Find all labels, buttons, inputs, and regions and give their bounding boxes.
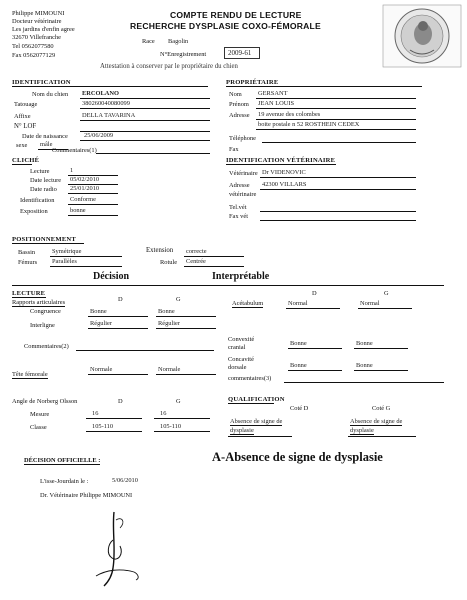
- acetabulum-d-value: Normal: [288, 300, 308, 307]
- owner-firstname-value: JEAN LOUIS: [258, 100, 295, 107]
- owner-name-label: Nom: [229, 91, 242, 98]
- side-d-header: Coté D: [290, 405, 309, 412]
- reading-date-value: 05/02/2010: [70, 176, 100, 183]
- birthdate-label: Date de naissance: [22, 133, 68, 140]
- femurs-value: Parallèles: [52, 258, 77, 265]
- class-g-underline: [154, 431, 210, 432]
- congruence-label: Congruence: [30, 308, 61, 315]
- identification-check-label: Identification: [20, 197, 55, 204]
- owner-firstname-underline: [256, 108, 416, 109]
- decision-divider: [12, 285, 444, 286]
- issued-date: 5/06/2010: [112, 477, 138, 484]
- femoral-head-d-underline: [88, 374, 148, 375]
- dog-name-underline: [80, 98, 210, 99]
- xray-date-underline: [68, 193, 118, 194]
- norberg-title: Angle de Norberg Olsson: [12, 398, 78, 405]
- tattoo-label: Tatouage: [14, 101, 38, 108]
- official-decision-value: A-Absence de signe de dysplasie: [212, 450, 383, 464]
- qualification-d-line2: dysplasie: [230, 427, 254, 434]
- owner-address-label: Adresse: [229, 112, 250, 119]
- owner-firstname-label: Prénom: [229, 101, 249, 108]
- xray-date-value: 25/01/2010: [70, 185, 100, 192]
- concavity-g-underline: [354, 370, 408, 371]
- joint-relations-label: Rapports articulaires: [12, 299, 66, 306]
- official-decision-label: DÉCISION OFFICIELLE :: [24, 457, 101, 464]
- vet-address-value: 42300 VILLARS: [262, 181, 307, 188]
- signer-name: Dr. Vétérinaire Philippe MIMOUNI: [40, 492, 133, 499]
- exposure-underline: [68, 215, 118, 216]
- clinic-address1: Les jardins d'enfin agree: [12, 26, 75, 33]
- owner-phone-underline: [262, 142, 416, 143]
- joint-space-label: Interligne: [30, 322, 55, 329]
- seal-stamp-icon: [382, 4, 462, 68]
- vet-name-label: Vétérinaire: [229, 170, 258, 177]
- issued-at-label: L'isse-Jourdain le :: [40, 478, 89, 485]
- lecture-title: LECTURE: [12, 290, 46, 297]
- affixe-label: Affixe: [14, 113, 31, 120]
- comments3-label: commentaires(3): [228, 375, 272, 382]
- qualification-g-underline: [348, 436, 416, 437]
- reg-value: 2009-61: [228, 49, 252, 57]
- vet-fax-label: Fax vét: [229, 213, 248, 220]
- lof-label: N° LOF: [14, 123, 37, 130]
- femoral-head-label: Tête fémorale: [12, 371, 48, 378]
- acetabulum-label: Acétabulum: [232, 300, 264, 307]
- reg-label: N°Enregistrement: [160, 51, 207, 58]
- owner-name-value: GERSANT: [258, 90, 288, 97]
- pelvis-underline: [50, 256, 122, 257]
- concavity-g-value: Bonne: [356, 362, 373, 369]
- sex-label: sexe: [16, 142, 28, 149]
- vet-address-underline: [260, 189, 416, 190]
- acetabulum-d-underline: [286, 308, 340, 309]
- clinic-role: Docteur vétérinaire: [12, 18, 62, 25]
- owner-name-underline: [256, 98, 416, 99]
- reading-value: 1: [70, 167, 74, 174]
- owner-address1: 19 avenue des colombes: [258, 111, 321, 118]
- positioning-title: POSITIONNEMENT: [12, 236, 84, 244]
- vet-name-underline: [260, 177, 416, 178]
- vet-name-value: Dr VIDENOVIC: [262, 169, 306, 176]
- exposure-value: bonne: [70, 207, 86, 214]
- dog-name-label: Nom du chien: [32, 91, 69, 98]
- class-g-value: 105-110: [160, 423, 182, 430]
- kneecap-label: Rotule: [160, 259, 178, 266]
- qualification-d-underline: [228, 436, 292, 437]
- title-line2: RECHERCHE DYSPLASIE COXO-FÉMORALE: [130, 21, 321, 31]
- joint-space-d-value: Régulier: [90, 320, 113, 327]
- owner-address2-underline: [256, 129, 416, 130]
- measure-g-underline: [154, 418, 210, 419]
- birthdate-value: 25/06/2009: [84, 132, 114, 139]
- signature-icon: [86, 510, 146, 588]
- congruence-g-underline: [156, 316, 216, 317]
- convexity-g-value: Bonne: [356, 340, 373, 347]
- reading-date-label: Date lecture: [30, 177, 62, 184]
- comments1-underline: [96, 153, 210, 154]
- measure-d-value: 16: [92, 410, 99, 417]
- concavity-label: Concavité: [228, 356, 254, 363]
- identification-check-value: Conforme: [70, 196, 96, 203]
- race-label: Race: [142, 38, 155, 45]
- class-d-value: 105-110: [92, 423, 114, 430]
- femurs-underline: [50, 266, 122, 267]
- tattoo-value: 380260040080099: [82, 100, 130, 107]
- tattoo-underline: [80, 108, 210, 109]
- qualification-d-line1: Absence de signe de: [230, 418, 283, 425]
- extension-underline: [184, 256, 244, 257]
- clinic-tel: Tel 0562077580: [12, 43, 54, 50]
- clinic-fax: Fax 0562077129: [12, 52, 56, 59]
- joint-space-g-underline: [156, 328, 216, 329]
- vet-address-label: Adresse: [229, 182, 250, 189]
- joint-space-g-value: Régulier: [158, 320, 181, 327]
- convexity-d-value: Bonne: [290, 340, 307, 347]
- vet-identification-title: IDENTIFICATION VÉTÉRINAIRE: [226, 157, 336, 164]
- comments1-label: Commentaires(1): [52, 147, 97, 154]
- clinic-name: Philippe MIMOUNI: [12, 10, 65, 17]
- convexity-g-underline: [354, 348, 408, 349]
- reading-label: Lecture: [30, 168, 50, 175]
- attestation-subtitle: Attestation à conserver par le propriétaire du chien: [100, 63, 238, 70]
- identification-title: IDENTIFICATION: [12, 79, 208, 87]
- joint-space-d-underline: [88, 328, 148, 329]
- owner-address1-underline: [256, 119, 416, 120]
- pelvis-label: Bassin: [18, 249, 36, 256]
- convexity-label-2: cranial: [228, 344, 246, 351]
- owner-fax-label: Fax: [229, 146, 239, 153]
- col-g-label-1: G: [176, 296, 181, 303]
- comments3-underline: [284, 382, 444, 383]
- affixe-value: DELLA TAVARINA: [82, 112, 136, 119]
- exposure-label: Exposition: [20, 208, 48, 215]
- birthdate-underline: [80, 140, 210, 141]
- clinic-address2: 32670 Villefranche: [12, 34, 62, 41]
- concavity-d-value: Bonne: [290, 362, 307, 369]
- congruence-g-value: Bonne: [158, 308, 175, 315]
- sex-value: mâle: [40, 141, 53, 148]
- owner-title: PROPRIÉTAIRE: [226, 79, 422, 87]
- convexity-label: Convexité: [228, 336, 255, 343]
- congruence-d-value: Bonne: [90, 308, 107, 315]
- norberg-d-header: D: [118, 398, 123, 405]
- measure-d-underline: [86, 418, 142, 419]
- convexity-d-underline: [288, 348, 342, 349]
- title-line1: COMPTE RENDU DE LECTURE: [170, 10, 302, 20]
- vet-tel-label: Tel.vét: [229, 204, 247, 211]
- qualification-g-line1: Absence de signe de: [350, 418, 403, 425]
- race-value: Bagolin: [168, 38, 189, 45]
- vet-fax-underline: [260, 220, 416, 221]
- femurs-label: Fémurs: [18, 259, 38, 266]
- decision-label: Décision: [93, 271, 130, 282]
- dog-name-value: ERCOLANO: [82, 90, 119, 97]
- femoral-head-d-value: Normale: [90, 366, 113, 373]
- femoral-head-g-underline: [156, 374, 216, 375]
- owner-phone-label: Téléphone: [229, 135, 256, 142]
- col-d-label-2: D: [312, 290, 317, 297]
- qualification-g-line2: dysplasie: [350, 427, 374, 434]
- kneecap-value: Centrée: [186, 258, 206, 265]
- xray-date-label: Date radio: [30, 186, 57, 193]
- decision-value: Interprétable: [212, 271, 270, 282]
- class-d-underline: [86, 431, 142, 432]
- measure-label: Mesure: [30, 411, 50, 418]
- concavity-label-2: dorsale: [228, 364, 247, 371]
- side-g-header: Coté G: [372, 405, 391, 412]
- congruence-d-underline: [88, 316, 148, 317]
- acetabulum-g-value: Normal: [360, 300, 380, 307]
- pelvis-value: Symétrique: [52, 248, 82, 255]
- acetabulum-g-underline: [358, 308, 412, 309]
- comments2-underline: [76, 350, 214, 351]
- extension-label: Extension: [146, 247, 174, 254]
- femoral-head-g-value: Normale: [158, 366, 181, 373]
- concavity-d-underline: [288, 370, 342, 371]
- norberg-g-header: G: [176, 398, 181, 405]
- affixe-underline: [80, 120, 210, 121]
- cliche-title: CLICHÉ: [12, 157, 40, 164]
- col-d-label-1: D: [118, 296, 123, 303]
- kneecap-underline: [184, 266, 244, 267]
- comments2-label: Commentaires(2): [24, 343, 69, 350]
- col-g-label-2: G: [384, 290, 389, 297]
- vet-tel-underline: [260, 211, 416, 212]
- extension-value: correcte: [186, 248, 207, 255]
- identification-check-underline: [68, 204, 118, 205]
- class-label: Classe: [30, 424, 47, 431]
- qualification-title: QUALIFICATION: [228, 396, 285, 403]
- owner-address2: boite postale n 52 ROSTHEIN CEDEX: [258, 121, 360, 128]
- vet-address-label-2: vétérinaire: [229, 191, 257, 198]
- measure-g-value: 16: [160, 410, 167, 417]
